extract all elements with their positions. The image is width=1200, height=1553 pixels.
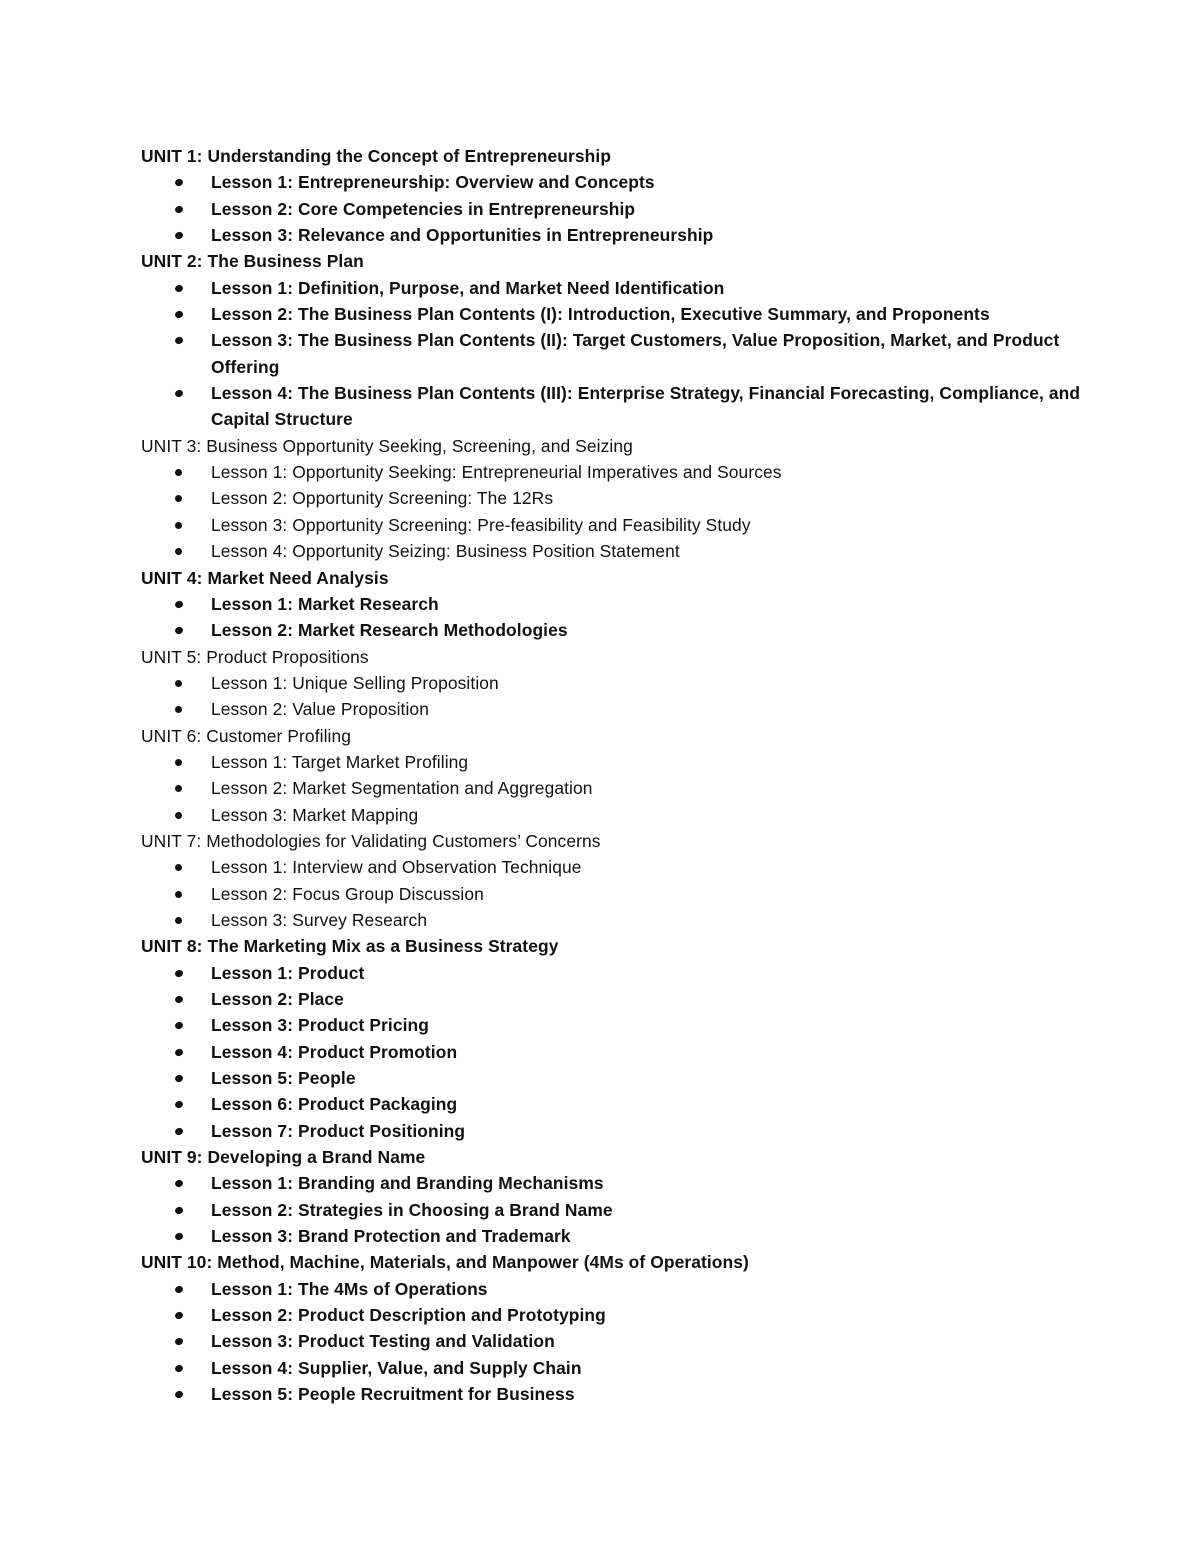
bullet-icon (174, 1364, 184, 1373)
bullet-icon (174, 1285, 184, 1294)
lesson-item (141, 1223, 1141, 1249)
lesson-item (141, 380, 1141, 433)
bullet-icon (174, 1337, 184, 1346)
lesson-item (141, 670, 1141, 696)
lesson-title: Lesson 3: Product Pricing (211, 1015, 429, 1036)
lesson-item (141, 512, 1141, 538)
lesson-list (141, 275, 1141, 433)
lesson-item (141, 1276, 1141, 1302)
lesson-item (141, 275, 1141, 301)
bullet-icon (175, 548, 182, 555)
lesson-title: Lesson 5: People (211, 1068, 356, 1089)
bullet-icon (174, 205, 184, 214)
lesson-item (141, 459, 1141, 485)
bullet-icon (174, 1390, 184, 1399)
lesson-item (141, 301, 1141, 327)
lesson-title: Lesson 3: The Business Plan Contents (II): Target Customers, Value Proposition, Market, and Product Offering (211, 330, 1060, 377)
bullet-icon (174, 284, 184, 293)
bullet-icon (174, 600, 184, 609)
unit-title: UNIT 8: The Marketing Mix as a Business Strategy (141, 936, 559, 957)
lesson-title: Lesson 4: Product Promotion (211, 1041, 458, 1062)
lesson-title: Lesson 1: Definition, Purpose, and Market Need Identification (211, 277, 725, 298)
lesson-list (141, 670, 1141, 723)
lesson-list (141, 749, 1141, 828)
lesson-item (141, 196, 1141, 222)
lesson-item (141, 617, 1141, 643)
syllabus-document (141, 143, 1141, 1408)
lesson-item (141, 1091, 1141, 1117)
bullet-icon (174, 1179, 184, 1188)
lesson-title: Lesson 4: Supplier, Value, and Supply Chain (211, 1357, 582, 1378)
unit-title: UNIT 2: The Business Plan (141, 251, 364, 272)
unit-section (141, 723, 1141, 828)
lesson-item (141, 538, 1141, 564)
bullet-icon (175, 495, 182, 502)
lesson-item (141, 1065, 1141, 1091)
bullet-icon (174, 968, 184, 977)
lesson-title: Lesson 2: Strategies in Choosing a Brand Name (211, 1199, 613, 1220)
lesson-title: Lesson 1: Product (211, 962, 365, 983)
bullet-icon (174, 310, 184, 319)
lesson-title: Lesson 1: The 4Ms of Operations (211, 1278, 488, 1299)
unit-section (141, 433, 1141, 565)
bullet-icon (175, 522, 182, 529)
bullet-icon (175, 917, 182, 924)
lesson-title: Lesson 5: People Recruitment for Business (211, 1384, 575, 1405)
lesson-item (141, 1170, 1141, 1196)
lesson-list (141, 1276, 1141, 1408)
lesson-item (141, 1197, 1141, 1223)
bullet-icon (174, 626, 184, 635)
lesson-title: Lesson 3: Relevance and Opportunities in Entrepreneurship (211, 225, 714, 246)
lesson-title: Lesson 1: Target Market Profiling (211, 751, 469, 772)
unit-section (141, 933, 1141, 1144)
bullet-icon (175, 891, 182, 898)
bullet-icon (174, 1127, 184, 1136)
bullet-icon (174, 336, 184, 345)
lesson-title: Lesson 2: Opportunity Screening: The 12Rs (211, 488, 554, 509)
lesson-title: Lesson 3: Opportunity Screening: Pre-feasibility and Feasibility Study (211, 514, 751, 535)
unit-title: UNIT 5: Product Propositions (141, 646, 369, 667)
bullet-icon (175, 864, 182, 871)
lesson-item (141, 960, 1141, 986)
unit-list (141, 143, 1141, 1408)
unit-title: UNIT 1: Understanding the Concept of Entrepreneurship (141, 146, 612, 166)
lesson-item (141, 696, 1141, 722)
bullet-icon (175, 706, 182, 713)
lesson-title: Lesson 2: The Business Plan Contents (I): Introduction, Executive Summary, and Proponents (211, 304, 990, 325)
unit-title: UNIT 10: Method, Machine, Materials, and Manpower (4Ms of Operations) (141, 1252, 749, 1273)
bullet-icon (174, 1048, 184, 1057)
bullet-icon (174, 995, 184, 1004)
lesson-list (141, 1170, 1141, 1249)
lesson-title: Lesson 3: Product Testing and Validation (211, 1331, 555, 1352)
lesson-item (141, 907, 1141, 933)
lesson-title: Lesson 2: Market Segmentation and Aggregation (211, 778, 593, 799)
bullet-icon (175, 680, 182, 687)
bullet-icon (174, 178, 184, 187)
lesson-title: Lesson 2: Focus Group Discussion (211, 883, 484, 904)
lesson-item (141, 1012, 1141, 1038)
lesson-item (141, 485, 1141, 511)
lesson-title: Lesson 3: Survey Research (211, 909, 428, 930)
lesson-title: Lesson 1: Entrepreneurship: Overview and Concepts (211, 172, 655, 193)
lesson-item (141, 327, 1141, 380)
lesson-title: Lesson 1: Opportunity Seeking: Entrepreneurial Imperatives and Sources (211, 462, 782, 483)
bullet-icon (174, 1074, 184, 1083)
lesson-list (141, 169, 1141, 248)
lesson-item (141, 1328, 1141, 1354)
unit-section (141, 565, 1141, 644)
unit-section (141, 828, 1141, 933)
unit-section (141, 1249, 1141, 1407)
bullet-icon (174, 1232, 184, 1241)
lesson-title: Lesson 2: Core Competencies in Entrepreneurship (211, 198, 636, 219)
lesson-list (141, 854, 1141, 933)
unit-section (141, 644, 1141, 723)
lesson-item (141, 1039, 1141, 1065)
lesson-title: Lesson 1: Unique Selling Proposition (211, 672, 499, 693)
bullet-icon (175, 812, 182, 819)
lesson-item (141, 1302, 1141, 1328)
unit-title: UNIT 4: Market Need Analysis (141, 567, 389, 588)
lesson-item (141, 881, 1141, 907)
lesson-list (141, 459, 1141, 564)
lesson-item (141, 1118, 1141, 1144)
lesson-title: Lesson 2: Product Description and Prototyping (211, 1305, 606, 1326)
lesson-list (141, 591, 1141, 644)
lesson-title: Lesson 2: Value Proposition (211, 699, 429, 720)
unit-title: UNIT 7: Methodologies for Validating Customers’ Concerns (141, 830, 601, 851)
lesson-title: Lesson 6: Product Packaging (211, 1094, 458, 1115)
unit-title: UNIT 6: Customer Profiling (141, 725, 352, 746)
lesson-title: Lesson 7: Product Positioning (211, 1120, 466, 1141)
bullet-icon (174, 1206, 184, 1215)
lesson-item (141, 1355, 1141, 1381)
lesson-title: Lesson 4: The Business Plan Contents (III): Enterprise Strategy, Financial Forecasting, Compliance, and Capital Structure (211, 383, 1081, 430)
lesson-item (141, 1381, 1141, 1407)
lesson-item (141, 854, 1141, 880)
lesson-item (141, 986, 1141, 1012)
bullet-icon (174, 231, 184, 240)
bullet-icon (175, 469, 182, 476)
unit-section (141, 143, 1141, 248)
lesson-item (141, 591, 1141, 617)
lesson-title: Lesson 4: Opportunity Seizing: Business Position Statement (211, 541, 680, 562)
lesson-title: Lesson 3: Market Mapping (211, 804, 419, 825)
lesson-list (141, 960, 1141, 1144)
unit-section (141, 248, 1141, 432)
bullet-icon (175, 759, 182, 766)
lesson-item (141, 169, 1141, 195)
bullet-icon (174, 389, 184, 398)
lesson-item (141, 775, 1141, 801)
bullet-icon (174, 1311, 184, 1320)
lesson-title: Lesson 3: Brand Protection and Trademark (211, 1226, 571, 1247)
unit-section (141, 1144, 1141, 1249)
bullet-icon (174, 1100, 184, 1109)
lesson-title: Lesson 2: Market Research Methodologies (211, 620, 568, 641)
unit-title: UNIT 9: Developing a Brand Name (141, 1147, 426, 1168)
lesson-item (141, 222, 1141, 248)
lesson-item (141, 749, 1141, 775)
bullet-icon (174, 1021, 184, 1030)
lesson-title: Lesson 1: Interview and Observation Technique (211, 857, 582, 878)
lesson-title: Lesson 1: Market Research (211, 593, 439, 614)
unit-title: UNIT 3: Business Opportunity Seeking, Screening, and Seizing (141, 435, 633, 456)
bullet-icon (175, 785, 182, 792)
lesson-item (141, 802, 1141, 828)
lesson-title: Lesson 2: Place (211, 989, 344, 1009)
lesson-title: Lesson 1: Branding and Branding Mechanisms (211, 1173, 604, 1194)
